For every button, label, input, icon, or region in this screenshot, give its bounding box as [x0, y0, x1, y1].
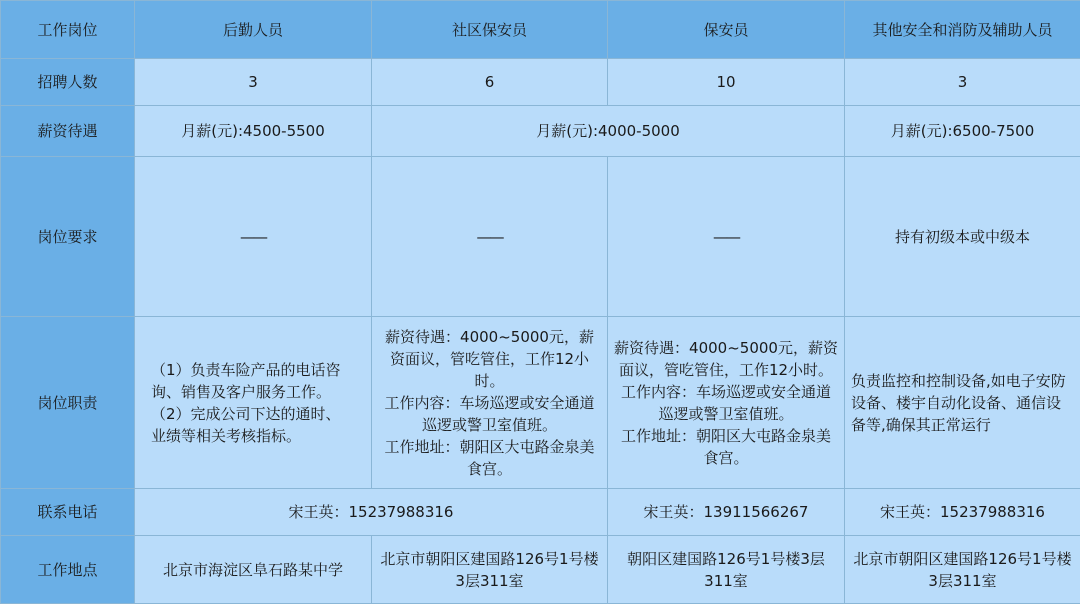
- salary-value-merged: 月薪(元):4000-5000: [372, 106, 845, 157]
- headcount-value: 3: [135, 59, 372, 106]
- location-row: [1, 536, 1080, 604]
- header-position-2: 社区保安员: [372, 1, 608, 59]
- phone-value: 宋王英：13911566267: [608, 489, 845, 536]
- salary-value: 月薪(元):4500-5500: [135, 106, 372, 157]
- header-label: 工作岗位: [1, 1, 135, 59]
- duties-value: 负责监控和控制设备,如电子安防设备、楼宇自动化设备、通信设备等,确保其正常运行: [845, 317, 1080, 489]
- requirements-value: ——: [135, 157, 372, 317]
- location-value: 朝阳区建国路126号1号楼3层311室: [608, 536, 845, 604]
- phone-value-merged: 宋王英：15237988316: [135, 489, 608, 536]
- headcount-label: 招聘人数: [1, 59, 135, 106]
- requirements-label: 岗位要求: [1, 157, 135, 317]
- headcount-value: 6: [372, 59, 608, 106]
- header-position-1: 后勤人员: [135, 1, 372, 59]
- salary-label: 薪资待遇: [1, 106, 135, 157]
- phone-label: 联系电话: [1, 489, 135, 536]
- headcount-row: [1, 59, 1080, 106]
- header-position-3: 保安员: [608, 1, 845, 59]
- duties-label: 岗位职责: [1, 317, 135, 489]
- headcount-value: 10: [608, 59, 845, 106]
- headcount-value: 3: [845, 59, 1080, 106]
- requirements-row: [1, 157, 1080, 317]
- duties-value: （1）负责车险产品的电话咨询、销售及客户服务工作。（2）完成公司下达的通时、业绩等相关考核指标。: [135, 317, 372, 489]
- requirements-value: ——: [608, 157, 845, 317]
- duties-row: [1, 317, 1080, 489]
- location-value: 北京市海淀区阜石路某中学: [135, 536, 372, 604]
- duties-value: 薪资待遇：4000~5000元，薪资面议，管吃管住，工作12小时。 工作内容：车场巡逻或安全通道巡逻或警卫室值班。 工作地址：朝阳区大屯路金泉美食宫。: [372, 317, 608, 489]
- location-label: 工作地点: [1, 536, 135, 604]
- header-row: [1, 1, 1080, 59]
- salary-row: [1, 106, 1080, 157]
- requirements-value: 持有初级本或中级本: [845, 157, 1080, 317]
- location-value: 北京市朝阳区建国路126号1号楼3层311室: [372, 536, 608, 604]
- location-value: 北京市朝阳区建国路126号1号楼3层311室: [845, 536, 1080, 604]
- header-position-4: 其他安全和消防及辅助人员: [845, 1, 1080, 59]
- phone-value: 宋王英：15237988316: [845, 489, 1080, 536]
- salary-value: 月薪(元):6500-7500: [845, 106, 1080, 157]
- duties-value: 薪资待遇：4000~5000元，薪资面议，管吃管住，工作12小时。 工作内容：车场巡逻或安全通道巡逻或警卫室值班。 工作地址：朝阳区大屯路金泉美食宫。: [608, 317, 845, 489]
- requirements-value: ——: [372, 157, 608, 317]
- phone-row: [1, 489, 1080, 536]
